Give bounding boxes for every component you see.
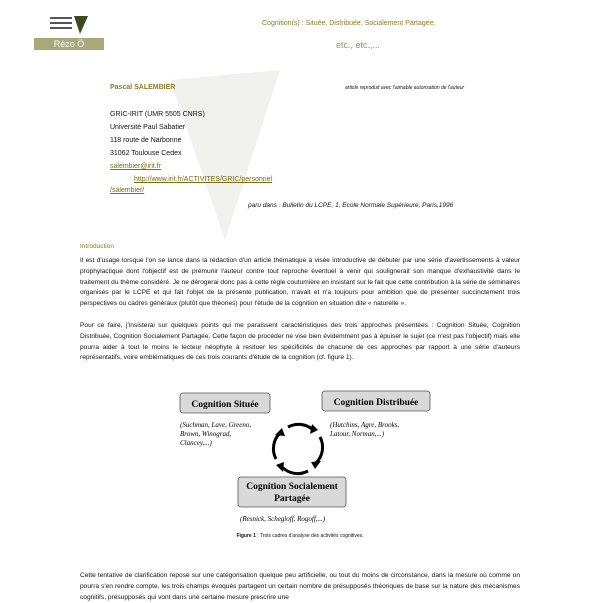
situee-authors-2: Brown, Winograd, [180, 430, 232, 438]
author-homepage-link[interactable]: http://www.irit.fr/ACTIVITES/GRIC/personnel [134, 176, 273, 183]
cognition-diagram [170, 385, 440, 530]
section-heading: Introduction [80, 243, 114, 250]
source-reference: paru dans : Bulletin du LCPE, 1, Ecole Normale Supérieure, Paris,1996 [248, 202, 454, 209]
watermark-logo-icon [170, 70, 280, 240]
situee-title: Cognition Située [191, 400, 259, 410]
distribuee-authors-2: Latour, Norman,...) [330, 430, 385, 438]
rezo-logo-icon [48, 14, 92, 36]
situee-authors: (Suchman, Lave, Greeno, [180, 421, 252, 429]
situee-authors-3: Clancey,...) [180, 439, 212, 447]
sociale-authors: (Resnick, Schegloff, Rogoff,...) [240, 515, 326, 523]
affiliation-lab: GRIC-IRIT (UMR 5505 CNRS) [110, 111, 205, 118]
intro-paragraph-3: Cette tentative de clarification repose sur une catégorisation quelque peu artificielle, ou tout du moins de circonstance, dans la mesure où comme on pourra s'en rendre compte, les trois champs évoqués partagent un certain nombre de présupposés théoriques de base sur la nature des mécanismes cognitifs, présupposés qui vont dans une certaine mesure prescrire une [80, 572, 520, 601]
intro-paragraph-2: Pour ce faire, j'insisterai sur quelques points qui me paraissent caractéristiques des trois approches présentées : Cognition Située, Cognition Distribuée, Cognition Socialement Partagée. Cette façon de procéder ne vise bien évidemment pas à épuiser le sujet (ce n'est pas l'objectif) mais elle pourra aider à tout le moins le lecteur néophyte à resituer les spécificités de chacune de ces approches par rapport à une série d'auteurs représentatifs, voire emblématiques de ces trois courants d'étude de la cognition (cf. figure 1). [80, 322, 520, 362]
intro-paragraph-1: Il est d'usage lorsque l'on se lance dans la rédaction d'un article thématique à visée introductive de débuter par une série d'avertissements à valeur prophylactique dont l'objectif est de prémunir l'auteur contre tout reproche éventuel à venir qui soulignerait son manque d'exhaustivité dans le traitement du thème considéré. Je ne dérogerai donc pas à cette règle coutumière en insistant sur le fait que cette contribution à la série de séminaires organisés par le LCPE et qui fait l'objet de la présente publication, n'avait et n'a toujours pour ambition que de présenter succinctement trois perspectives ou cadres généraux (plutôt que théories) pour l'étude de la cognition en situation dite « naturelle ». [80, 257, 520, 308]
affiliation-city: 31062 Toulouse Cedex [110, 150, 182, 157]
affiliation-university: Université Paul Sabatier [110, 124, 186, 131]
reproduction-note: article reproduit avec l'aimable autorisation de l'auteur [345, 85, 465, 91]
affiliation-street: 118 route de Narbonne [110, 137, 182, 144]
figure-caption-text: : Trois cadres d'analyse des activités cognitives. [255, 533, 364, 539]
sociale-title-2: Partagée [274, 494, 310, 504]
header-subtitle: etc., etc.,... [336, 40, 381, 50]
figure-caption-label: Figure 1 [236, 533, 256, 539]
rezo-badge[interactable]: Rézo Ö [34, 38, 104, 50]
author-name: Pascal SALEMBIER [110, 84, 176, 91]
sociale-title: Cognition Socialement [246, 482, 338, 492]
author-homepage-link-cont[interactable]: /salembier/ [110, 187, 145, 194]
distribuee-title: Cognition Distribuée [333, 398, 419, 408]
header-title: Cognition(s) : Située, Distribuée, Socialement Partagée. [262, 20, 436, 27]
figure-caption [0, 533, 600, 539]
author-email-link[interactable]: salembier@irit.fr [110, 163, 162, 170]
distribuee-authors: (Hutchins, Agre, Brooks, [330, 421, 400, 429]
